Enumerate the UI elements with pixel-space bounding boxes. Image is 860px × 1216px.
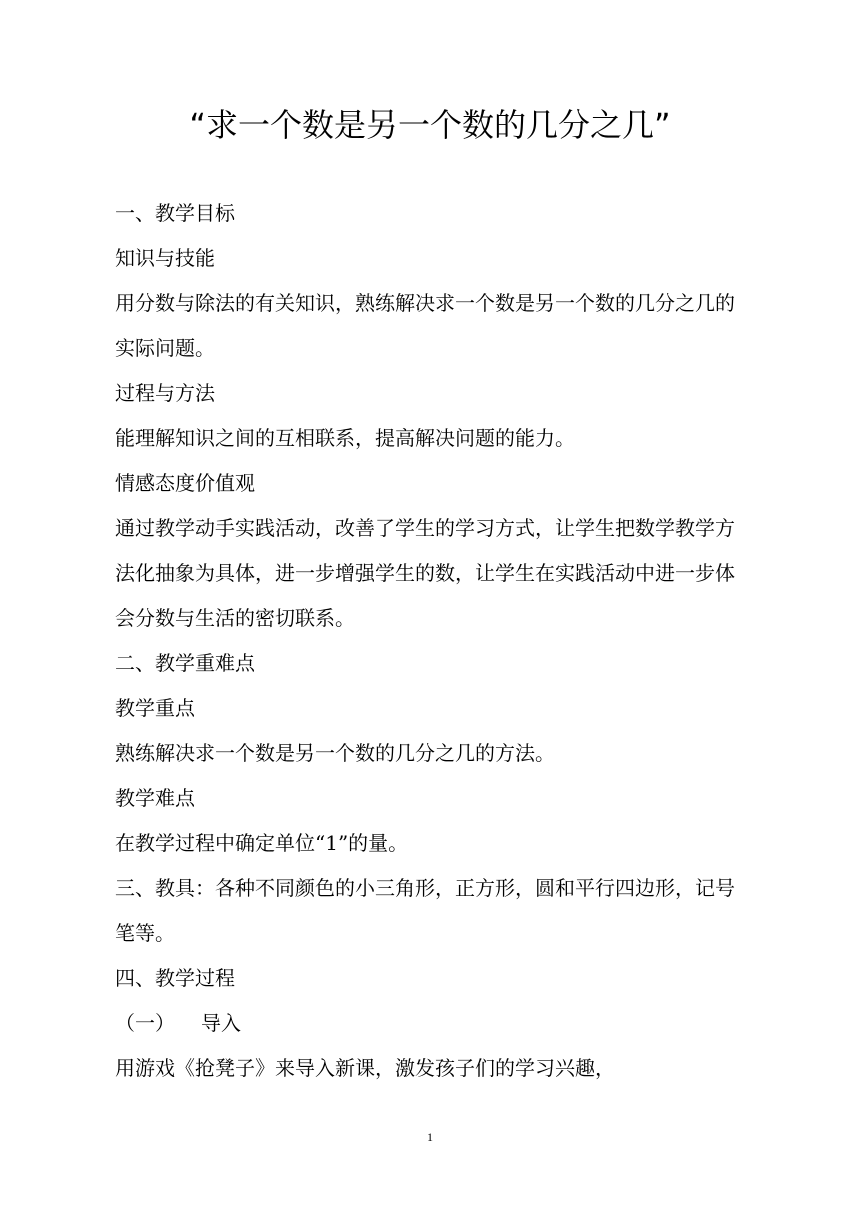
document-body: [115, 198, 745, 1098]
section-heading-teaching-process: 四、教学过程: [115, 966, 235, 990]
section-heading-key-points: 二、教学重难点: [115, 651, 255, 675]
section-heading-objectives: 一、教学目标: [115, 201, 235, 225]
paragraph-line: 用分数与除法的有关知识，熟练解决求一个数是另一个数的几分之几的: [115, 291, 735, 315]
paragraph-line: 笔等。: [115, 921, 175, 945]
subheading-knowledge-skills: 知识与技能: [115, 246, 215, 270]
paragraph-line: 通过教学动手实践活动，改善了学生的学习方式，让学生把数学教学方: [115, 516, 735, 540]
subsection-number: （一）: [115, 1011, 175, 1035]
paragraph-line: 熟练解决求一个数是另一个数的几分之几的方法。: [115, 741, 555, 765]
page-number: 1: [427, 1130, 433, 1144]
subsection-label: 导入: [201, 1011, 241, 1035]
paragraph-line: 会分数与生活的密切联系。: [115, 606, 355, 630]
section-heading-teaching-aids: 三、教具：各种不同颜色的小三角形，正方形，圆和平行四边形，记号: [115, 876, 735, 900]
document-title: “求一个数是另一个数的几分之几”: [189, 106, 671, 144]
subheading-teaching-difficulty: 教学难点: [115, 786, 195, 810]
subheading-emotion-attitude: 情感态度价值观: [115, 471, 255, 495]
subheading-teaching-focus: 教学重点: [115, 696, 195, 720]
paragraph-line: 能理解知识之间的互相联系，提高解决问题的能力。: [115, 426, 575, 450]
subheading-process-method: 过程与方法: [115, 381, 215, 405]
paragraph-line: 在教学过程中确定单位“1”的量。: [115, 831, 409, 855]
paragraph-line: 用游戏《抢凳子》来导入新课，激发孩子们的学习兴趣，: [115, 1056, 615, 1080]
paragraph-line: 法化抽象为具体，进一步增强学生的数，让学生在实践活动中进一步体: [115, 561, 735, 585]
paragraph-line: 实际问题。: [115, 336, 215, 360]
subsection-heading-introduction: [115, 1008, 745, 1038]
